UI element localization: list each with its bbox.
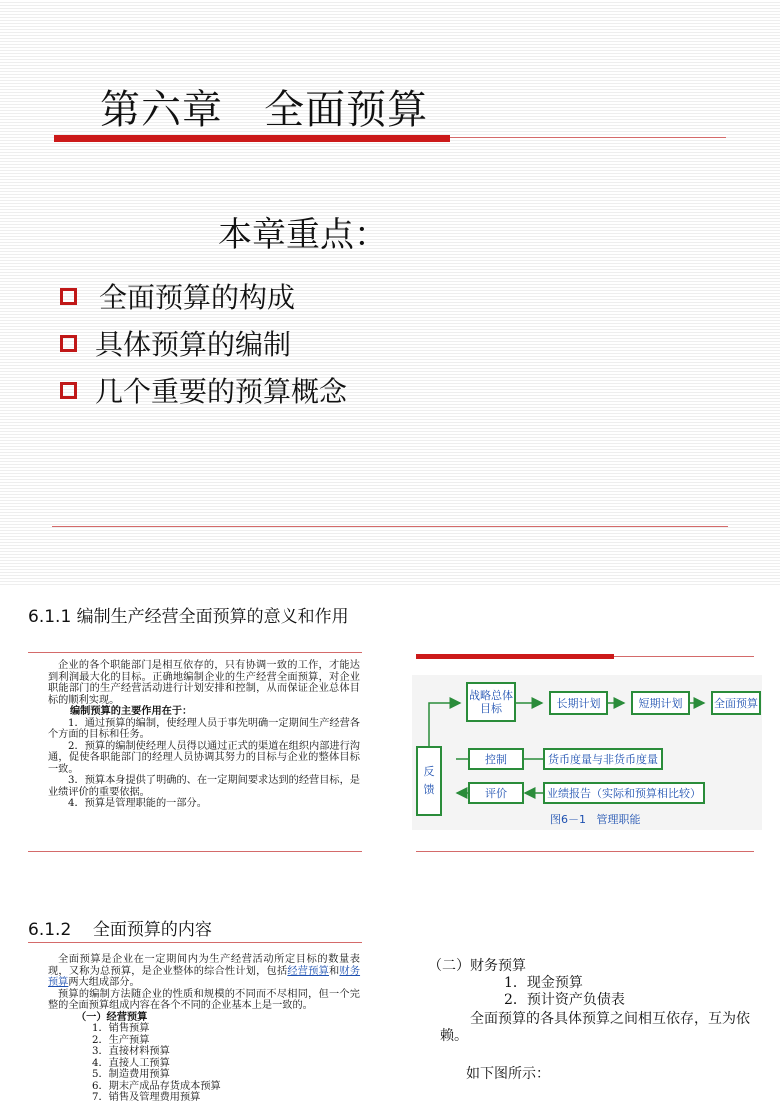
heading-underline [28,652,362,653]
measurement-box: 货币度量与非货币度量 [543,748,663,770]
bullet-item [60,323,291,363]
control-box: 控制 [468,748,524,770]
operating-budget-link[interactable]: 经营预算 [287,965,330,977]
section-heading: 6.1.1 编制生产经营全面预算的意义和作用 [28,607,349,627]
definition-text: 全面预算是企业在一定期间内为生产经营活动所定目标的数量表现，又称为总预算，是企业整体的综合性计划，包括 [48,954,360,977]
financial-list-item: 1．现金预算 [504,975,583,991]
financial-budget-heading: （二）财务预算 [428,958,526,974]
roles-subheading: 编制预算的主要作用在于： [70,705,193,717]
total-budget-box: 全面预算 [711,691,761,715]
short-term-plan-box: 短期计划 [631,691,690,715]
financial-budget-link[interactable]: 财务预算 [48,965,361,988]
performance-report-box: 业绩报告（实际和预算相比较） [543,782,705,804]
slide-management-diagram [390,585,780,880]
interdependence-paragraph: 全面预算的各具体预算之间相互依存，互为依赖。 [440,1011,750,1044]
figure-caption: 图6－1 管理职能 [550,813,641,826]
definition-paragraph [48,954,360,989]
budget-list-item: 4．直接人工预算 [92,1057,170,1069]
intro-paragraph: 企业的各个职能部门是相互依存的，只有协调一致的工作，才能达到利润最大化的目标。正确地编制企业的生产经营全面预算，对企业职能部门的生产经营活动进行计划安排和控制，从而保证企业总体目标的顺利实现。 [48,660,360,706]
square-bullet-icon [60,335,77,352]
budget-list-item: 5．制造费用预算 [92,1069,170,1080]
title-underline-thick [54,135,450,142]
bullet-item [60,276,295,316]
chapter-title: 第六章 全面预算 [100,87,429,133]
key-points-heading: 本章重点： [218,215,388,255]
square-bullet-icon [60,288,77,305]
management-functions-diagram [412,675,762,830]
strategy-goal-box: 战略总体目标 [466,682,516,722]
evaluation-box: 评价 [468,782,524,804]
square-bullet-icon [60,382,77,399]
figure-note: 如下图所示： [466,1066,550,1082]
footer-line [416,851,754,852]
footer-line [28,851,362,852]
definition-text: 两大组成部分。 [68,977,140,988]
definition-text: 和 [329,965,340,977]
bullet-text: 全面预算的构成 [99,281,296,314]
feedback-box: 反馈 [416,746,442,816]
role-point: 3．预算本身提供了明确的、在一定期间要求达到的经营目标，是业绩评价的重要依据。 [48,775,360,798]
method-paragraph: 预算的编制方法随企业的性质和规模的不同而不尽相同，但一个完整的全面预算组成内容在各个不同的企业基本上是一致的。 [48,988,360,1011]
section-heading: 6.1.2 全面预算的内容 [28,920,212,940]
heading-underline [28,942,362,943]
budget-list-item: 3．直接材料预算 [92,1046,170,1057]
slide-financial-budget [390,880,780,1102]
bullet-text: 具体预算的编制 [95,328,292,361]
operating-budget-heading: （一）经营预算 [76,1010,148,1023]
top-thin-line [614,656,754,657]
budget-list-item: 6．期末产成品存货成本预算 [92,1080,221,1092]
top-red-bar [416,654,614,659]
slide-budget-purpose [0,585,390,880]
budget-list-item: 2．生产预算 [92,1034,150,1046]
footer-line [52,526,728,527]
budget-list-item: 7．销售及管理费用预算 [92,1092,201,1102]
role-point: 2．预算的编制使经理人员得以通过正式的渠道在组织内部进行沟通，促使各职能部门的经理人员协调其努力的目标与企业的整体目标一致。 [48,740,360,775]
bullet-item [60,370,347,410]
financial-list-item: 2．预计资产负债表 [504,992,625,1008]
slide-budget-contents [0,880,390,1102]
bullet-text: 几个重要的预算概念 [95,375,348,408]
title-underline-thin [450,137,726,138]
role-point: 4．预算是管理职能的一部分。 [68,798,207,809]
role-point: 1．通过预算的编制，使经理人员于事先明确一定期间生产经营各个方面的目标和任务。 [48,717,360,740]
budget-list-item: 1．销售预算 [92,1023,150,1034]
long-term-plan-box: 长期计划 [549,691,608,715]
